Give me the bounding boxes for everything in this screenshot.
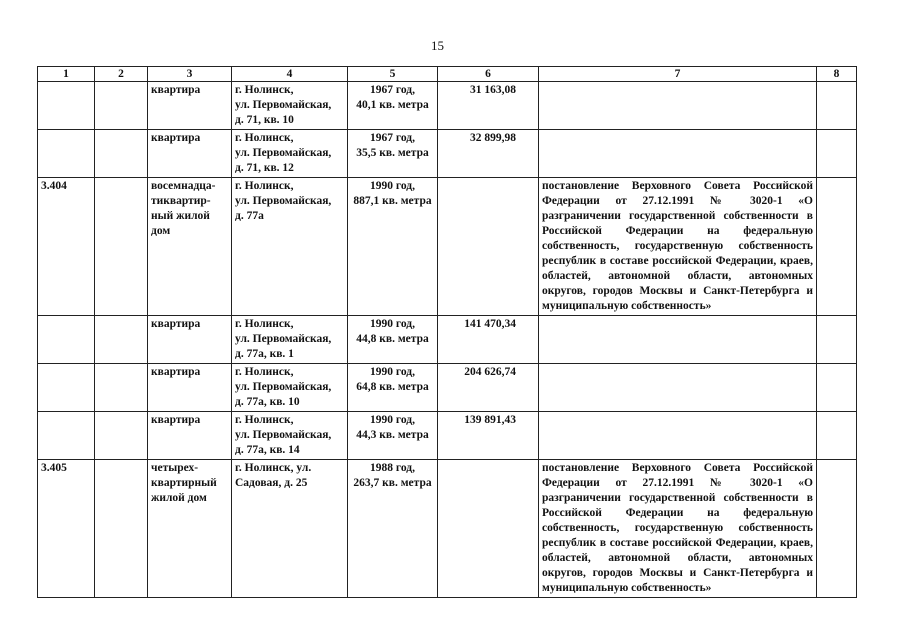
property-value: 32 899,98 <box>438 130 539 178</box>
row-number <box>38 82 95 130</box>
page-number: 15 <box>431 38 444 53</box>
property-year-area: 1990 год, 64,8 кв. метра <box>348 364 438 412</box>
property-year-area: 1990 год, 44,8 кв. метра <box>348 316 438 364</box>
property-value: 31 163,08 <box>438 82 539 130</box>
property-name: квартира <box>148 82 232 130</box>
column-header: 1 <box>38 67 95 82</box>
property-name: четырех- квартирный жилой дом <box>148 460 232 598</box>
property-year-area: 1990 год, 44,3 кв. метра <box>348 412 438 460</box>
row-number <box>38 130 95 178</box>
property-name: квартира <box>148 130 232 178</box>
legal-basis <box>539 130 817 178</box>
property-year-area: 1967 год, 40,1 кв. метра <box>348 82 438 130</box>
cell-col8 <box>817 460 857 598</box>
property-value: 141 470,34 <box>438 316 539 364</box>
cell-col2 <box>95 364 148 412</box>
legal-basis: постановление Верховного Совета Российской Федерации от 27.12.1991 № 3020-1 «О разграничении государственной собственности в Российской Федерации на федеральную собственность, государственную собственность республик в составе российской Федерации, краев, областей, автономной области, автономных округов, городов Москвы и Санкт-Петербурга и муниципальную собственность» <box>539 460 817 598</box>
cell-col2 <box>95 460 148 598</box>
table-row <box>38 316 857 364</box>
cell-col8 <box>817 82 857 130</box>
row-number <box>38 412 95 460</box>
property-address: г. Нолинск, ул. Первомайская, д. 77а, кв. 1 <box>232 316 348 364</box>
property-address: г. Нолинск, ул. Первомайская, д. 71, кв. 12 <box>232 130 348 178</box>
legal-basis: постановление Верховного Совета Российской Федерации от 27.12.1991 № 3020-1 «О разграничении государственной собственности в Российской Федерации на федеральную собственность, государственную собственность республик в составе российской Федерации, краев, областей, автономной области, автономных округов, городов Москвы и Санкт-Петербурга и муниципальную собственность» <box>539 178 817 316</box>
row-number <box>38 316 95 364</box>
property-value: 204 626,74 <box>438 364 539 412</box>
cell-col2 <box>95 178 148 316</box>
legal-basis <box>539 412 817 460</box>
legal-basis <box>539 316 817 364</box>
cell-col8 <box>817 364 857 412</box>
property-address: г. Нолинск, ул. Первомайская, д. 77а, кв. 14 <box>232 412 348 460</box>
column-header: 8 <box>817 67 857 82</box>
table-row <box>38 130 857 178</box>
table-header-row <box>38 67 857 82</box>
property-name: восемнадца- тиквартир- ный жилой дом <box>148 178 232 316</box>
cell-col8 <box>817 412 857 460</box>
property-table <box>37 66 857 598</box>
property-value: 139 891,43 <box>438 412 539 460</box>
column-header: 5 <box>348 67 438 82</box>
table-row <box>38 82 857 130</box>
property-name: квартира <box>148 316 232 364</box>
property-address: г. Нолинск, ул. Садовая, д. 25 <box>232 460 348 598</box>
column-header: 7 <box>539 67 817 82</box>
table-row <box>38 460 857 598</box>
property-value <box>438 178 539 316</box>
property-address: г. Нолинск, ул. Первомайская, д. 77а <box>232 178 348 316</box>
column-header: 4 <box>232 67 348 82</box>
property-year-area: 1988 год, 263,7 кв. метра <box>348 460 438 598</box>
cell-col2 <box>95 316 148 364</box>
property-name: квартира <box>148 412 232 460</box>
property-year-area: 1990 год, 887,1 кв. метра <box>348 178 438 316</box>
table-row <box>38 412 857 460</box>
property-year-area: 1967 год, 35,5 кв. метра <box>348 130 438 178</box>
cell-col8 <box>817 178 857 316</box>
column-header: 2 <box>95 67 148 82</box>
property-address: г. Нолинск, ул. Первомайская, д. 71, кв. 10 <box>232 82 348 130</box>
cell-col8 <box>817 130 857 178</box>
table-row <box>38 178 857 316</box>
column-header: 3 <box>148 67 232 82</box>
legal-basis <box>539 82 817 130</box>
cell-col2 <box>95 412 148 460</box>
table-row <box>38 364 857 412</box>
row-number: 3.405 <box>38 460 95 598</box>
legal-basis <box>539 364 817 412</box>
property-address: г. Нолинск, ул. Первомайская, д. 77а, кв. 10 <box>232 364 348 412</box>
cell-col8 <box>817 316 857 364</box>
cell-col2 <box>95 130 148 178</box>
column-header: 6 <box>438 67 539 82</box>
row-number: 3.404 <box>38 178 95 316</box>
cell-col2 <box>95 82 148 130</box>
property-value <box>438 460 539 598</box>
property-name: квартира <box>148 364 232 412</box>
row-number <box>38 364 95 412</box>
